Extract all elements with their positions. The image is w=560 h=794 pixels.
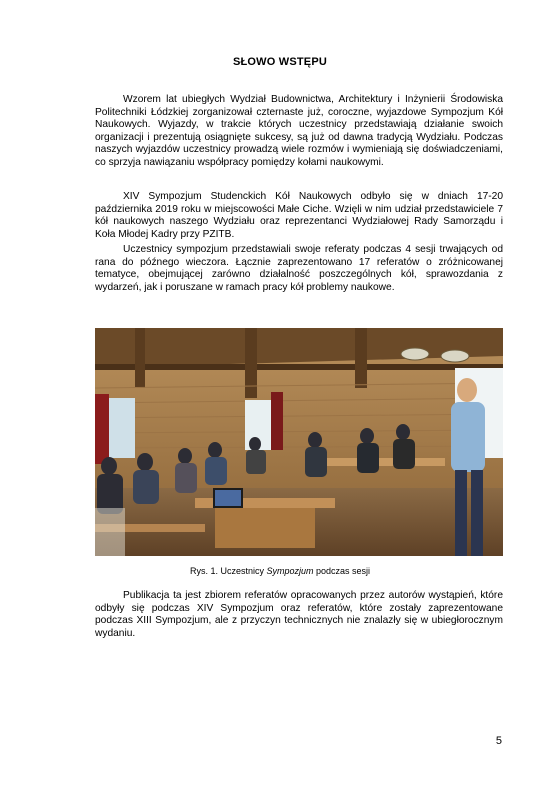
paragraph-text: Wzorem lat ubiegłych Wydział Budownictwa, Architektury i Inżynierii Środowiska Politechniki Łódzkiej zorganizował czternaste już, coroczne, wyjazdowe Sympozjum Kół Naukowych. Wyjazdy, w trakcie których uczestnicy przedstawiają działanie swoich organizacji i prezentują osiągnięte sukcesy, są już od dawna tradycją Wydziału. Podczas naszych wyjazdów uczestnicy prowadzą wiele rozmów i wymieniają się doświadczeniami, co sprzyja nawiązaniu współpracy pomiędzy kołami naukowymi. bbox=[95, 94, 503, 168]
intro-paragraph-2 bbox=[95, 191, 503, 241]
paragraph-text: Uczestnicy sympozjum przedstawiali swoje referaty podczas 4 sesji trwających od rana do późnego wieczora. Łącznie zaprezentowano 17 referatów o zróżnicowanej tematyce, obejmującej zarówno działalność poszczególnych kół, sprawozdania z wydarzeń, jak i poruszane w ramach pracy kół problemy naukowe. bbox=[95, 244, 503, 293]
paragraph-text: XIV Sympozjum Studenckich Kół Naukowych odbyło się w dniach 17-20 października 2019 roku w miejscowości Małe Ciche. Wzięli w nim udział przedstawiciele 7 kół naukowych naszego Wydziału oraz reprezentanci Wydziałowej Rady Samorządu i Koła Młodej Kadry przy PZITB. bbox=[95, 191, 503, 240]
page-number: 5 bbox=[495, 735, 502, 747]
intro-paragraph-1 bbox=[95, 94, 503, 170]
paragraph-text: Publikacja ta jest zbiorem referatów opracowanych przez autorów wystąpień, które odbyły się podczas XIV Sympozjum oraz referatów, które zostały zaprezentowane podczas XIII Sympozjum, ale z przyczyn technicznych nie znalazły się w ubiegłorocznym wydaniu. bbox=[95, 590, 503, 639]
symposium-photo bbox=[95, 328, 503, 556]
page-title: SŁOWO WSTĘPU bbox=[232, 56, 328, 68]
closing-paragraph bbox=[95, 590, 503, 640]
intro-paragraph-3 bbox=[95, 244, 503, 294]
figure-caption bbox=[0, 566, 560, 576]
caption-prefix: Rys. 1. Uczestnicy bbox=[189, 566, 267, 576]
caption-suffix: podczas sesji bbox=[313, 566, 371, 576]
caption-italic: Sympozjum bbox=[266, 566, 314, 576]
